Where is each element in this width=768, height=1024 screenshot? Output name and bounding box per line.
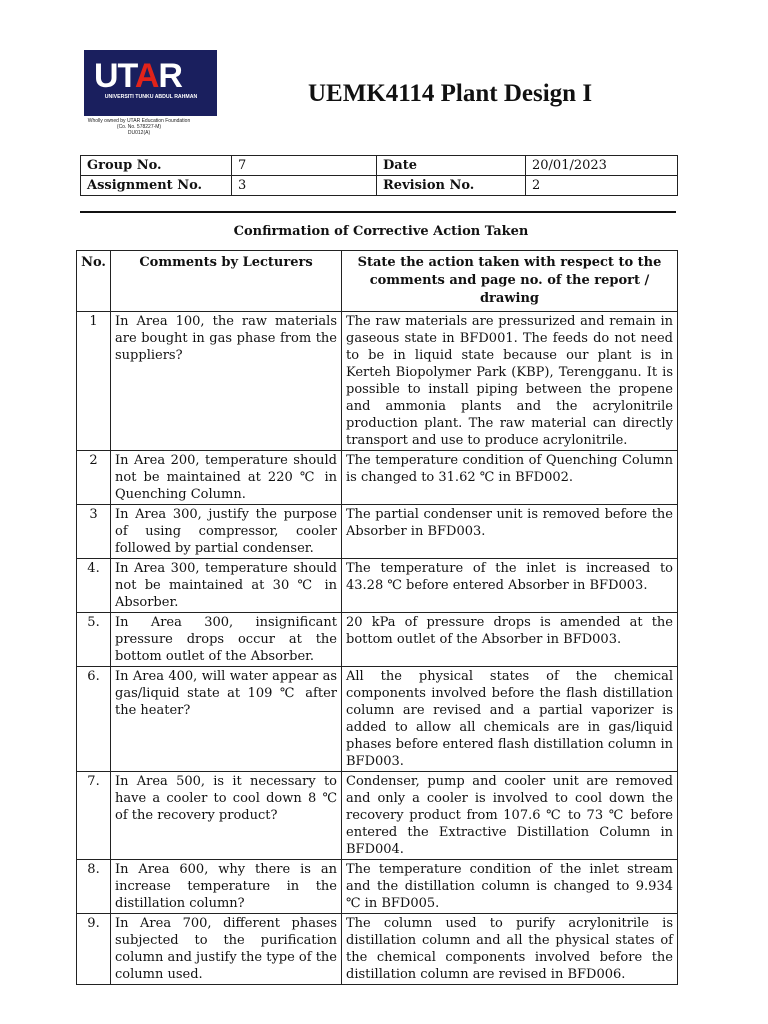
logo-mark [94,58,182,94]
action-taken: The temperature condition of the inlet stream and the distillation column is changed to 9.934 ℃ in BFD005. [342,860,678,914]
date-value: 20/01/2023 [526,156,678,176]
logo-caption [84,118,194,136]
table-row [77,860,678,914]
action-taken: The column used to purify acrylonitrile is distillation column and all the physical states of the chemical components involved before the distillation column are revised in BFD006. [342,914,678,985]
section-title: Confirmation of Corrective Action Taken [233,224,529,239]
action-taken: The temperature condition of Quenching Column is changed to 31.62 ℃ in BFD002. [342,451,678,505]
header-comments: Comments by Lecturers [111,251,342,312]
date-label: Date [377,156,526,176]
lecturer-comment: In Area 400, will water appear as gas/liquid state at 109 ℃ after the heater? [111,667,342,772]
row-number: 6. [77,667,111,772]
page-title: UEMK4114 Plant Design I [308,80,593,107]
group-value: 7 [232,156,377,176]
lecturer-comment: In Area 500, is it necessary to have a cooler to cool down 8 ℃ of the recovery product? [111,772,342,860]
action-taken: The partial condenser unit is removed before the Absorber in BFD003. [342,505,678,559]
lecturer-comment: In Area 700, different phases subjected to the purification column and justify the type of the column used. [111,914,342,985]
table-row [77,451,678,505]
logo-mark-right: R [158,57,182,95]
assignment-value: 3 [232,176,377,196]
lecturer-comment: In Area 300, insignificant pressure drops occur at the bottom outlet of the Absorber. [111,613,342,667]
logo-subtitle: UNIVERSITI TUNKU ABDUL RAHMAN [104,94,198,100]
row-number: 9. [77,914,111,985]
row-number: 5. [77,613,111,667]
row-number: 7. [77,772,111,860]
action-taken: The raw materials are pressurized and remain in gaseous state in BFD001. The feeds do not need to be in liquid state because our plant is in Kerteh Biopolymer Park (KBP), Terengganu. It is possible to install piping between the propene and ammonia plants and the acrylonitrile production plant. The raw material can directly transport and use to produce acrylonitrile. [342,312,678,451]
table-row [77,613,678,667]
group-label: Group No. [81,156,232,176]
row-number: 4. [77,559,111,613]
corrective-action-table [76,250,678,985]
header-action: State the action taken with respect to the comments and page no. of the report / drawing [342,251,678,312]
table-header-row [77,251,678,312]
action-taken: 20 kPa of pressure drops is amended at the bottom outlet of the Absorber in BFD003. [342,613,678,667]
header-no: No. [77,251,111,312]
lecturer-comment: In Area 100, the raw materials are bought in gas phase from the suppliers? [111,312,342,451]
lecturer-comment: In Area 300, temperature should not be maintained at 30 ℃ in Absorber. [111,559,342,613]
logo-caption-line: Wholly owned by UTAR Education Foundation [87,118,191,124]
row-number: 2 [77,451,111,505]
action-taken: All the physical states of the chemical components involved before the flash distillation column are revised and a partial vaporizer is added to allow all chemicals are in gas/liquid phases before entered flash distillation column in BFD003. [342,667,678,772]
logo-mark-left: UT [94,57,135,95]
table-row [77,914,678,985]
revision-value: 2 [526,176,678,196]
action-taken: Condenser, pump and cooler unit are removed and only a cooler is involved to cool down the recovery product from 107.6 ℃ to 73 ℃ before entered the Extractive Distillation Column in BFD004. [342,772,678,860]
assignment-label: Assignment No. [81,176,232,196]
row-number: 8. [77,860,111,914]
info-row [81,156,678,176]
lecturer-comment: In Area 300, justify the purpose of using compressor, cooler followed by partial condenser. [111,505,342,559]
lecturer-comment: In Area 600, why there is an increase temperature in the distillation column? [111,860,342,914]
divider [80,211,676,213]
table-row [77,505,678,559]
table-row [77,772,678,860]
lecturer-comment: In Area 200, temperature should not be maintained at 220 ℃ in Quenching Column. [111,451,342,505]
revision-label: Revision No. [377,176,526,196]
action-taken: The temperature of the inlet is increased to 43.28 ℃ before entered Absorber in BFD003. [342,559,678,613]
table-row [77,667,678,772]
utar-logo [84,50,220,136]
logo-mark-accent: A [134,57,159,95]
logo-caption-line: (Co. No. 578227-M) [116,124,162,130]
info-row [81,176,678,196]
logo-caption-line: DU012(A) [127,130,151,136]
table-row [77,312,678,451]
row-number: 1 [77,312,111,451]
row-number: 3 [77,505,111,559]
logo-box [84,50,217,116]
info-table [80,155,678,196]
table-row [77,559,678,613]
